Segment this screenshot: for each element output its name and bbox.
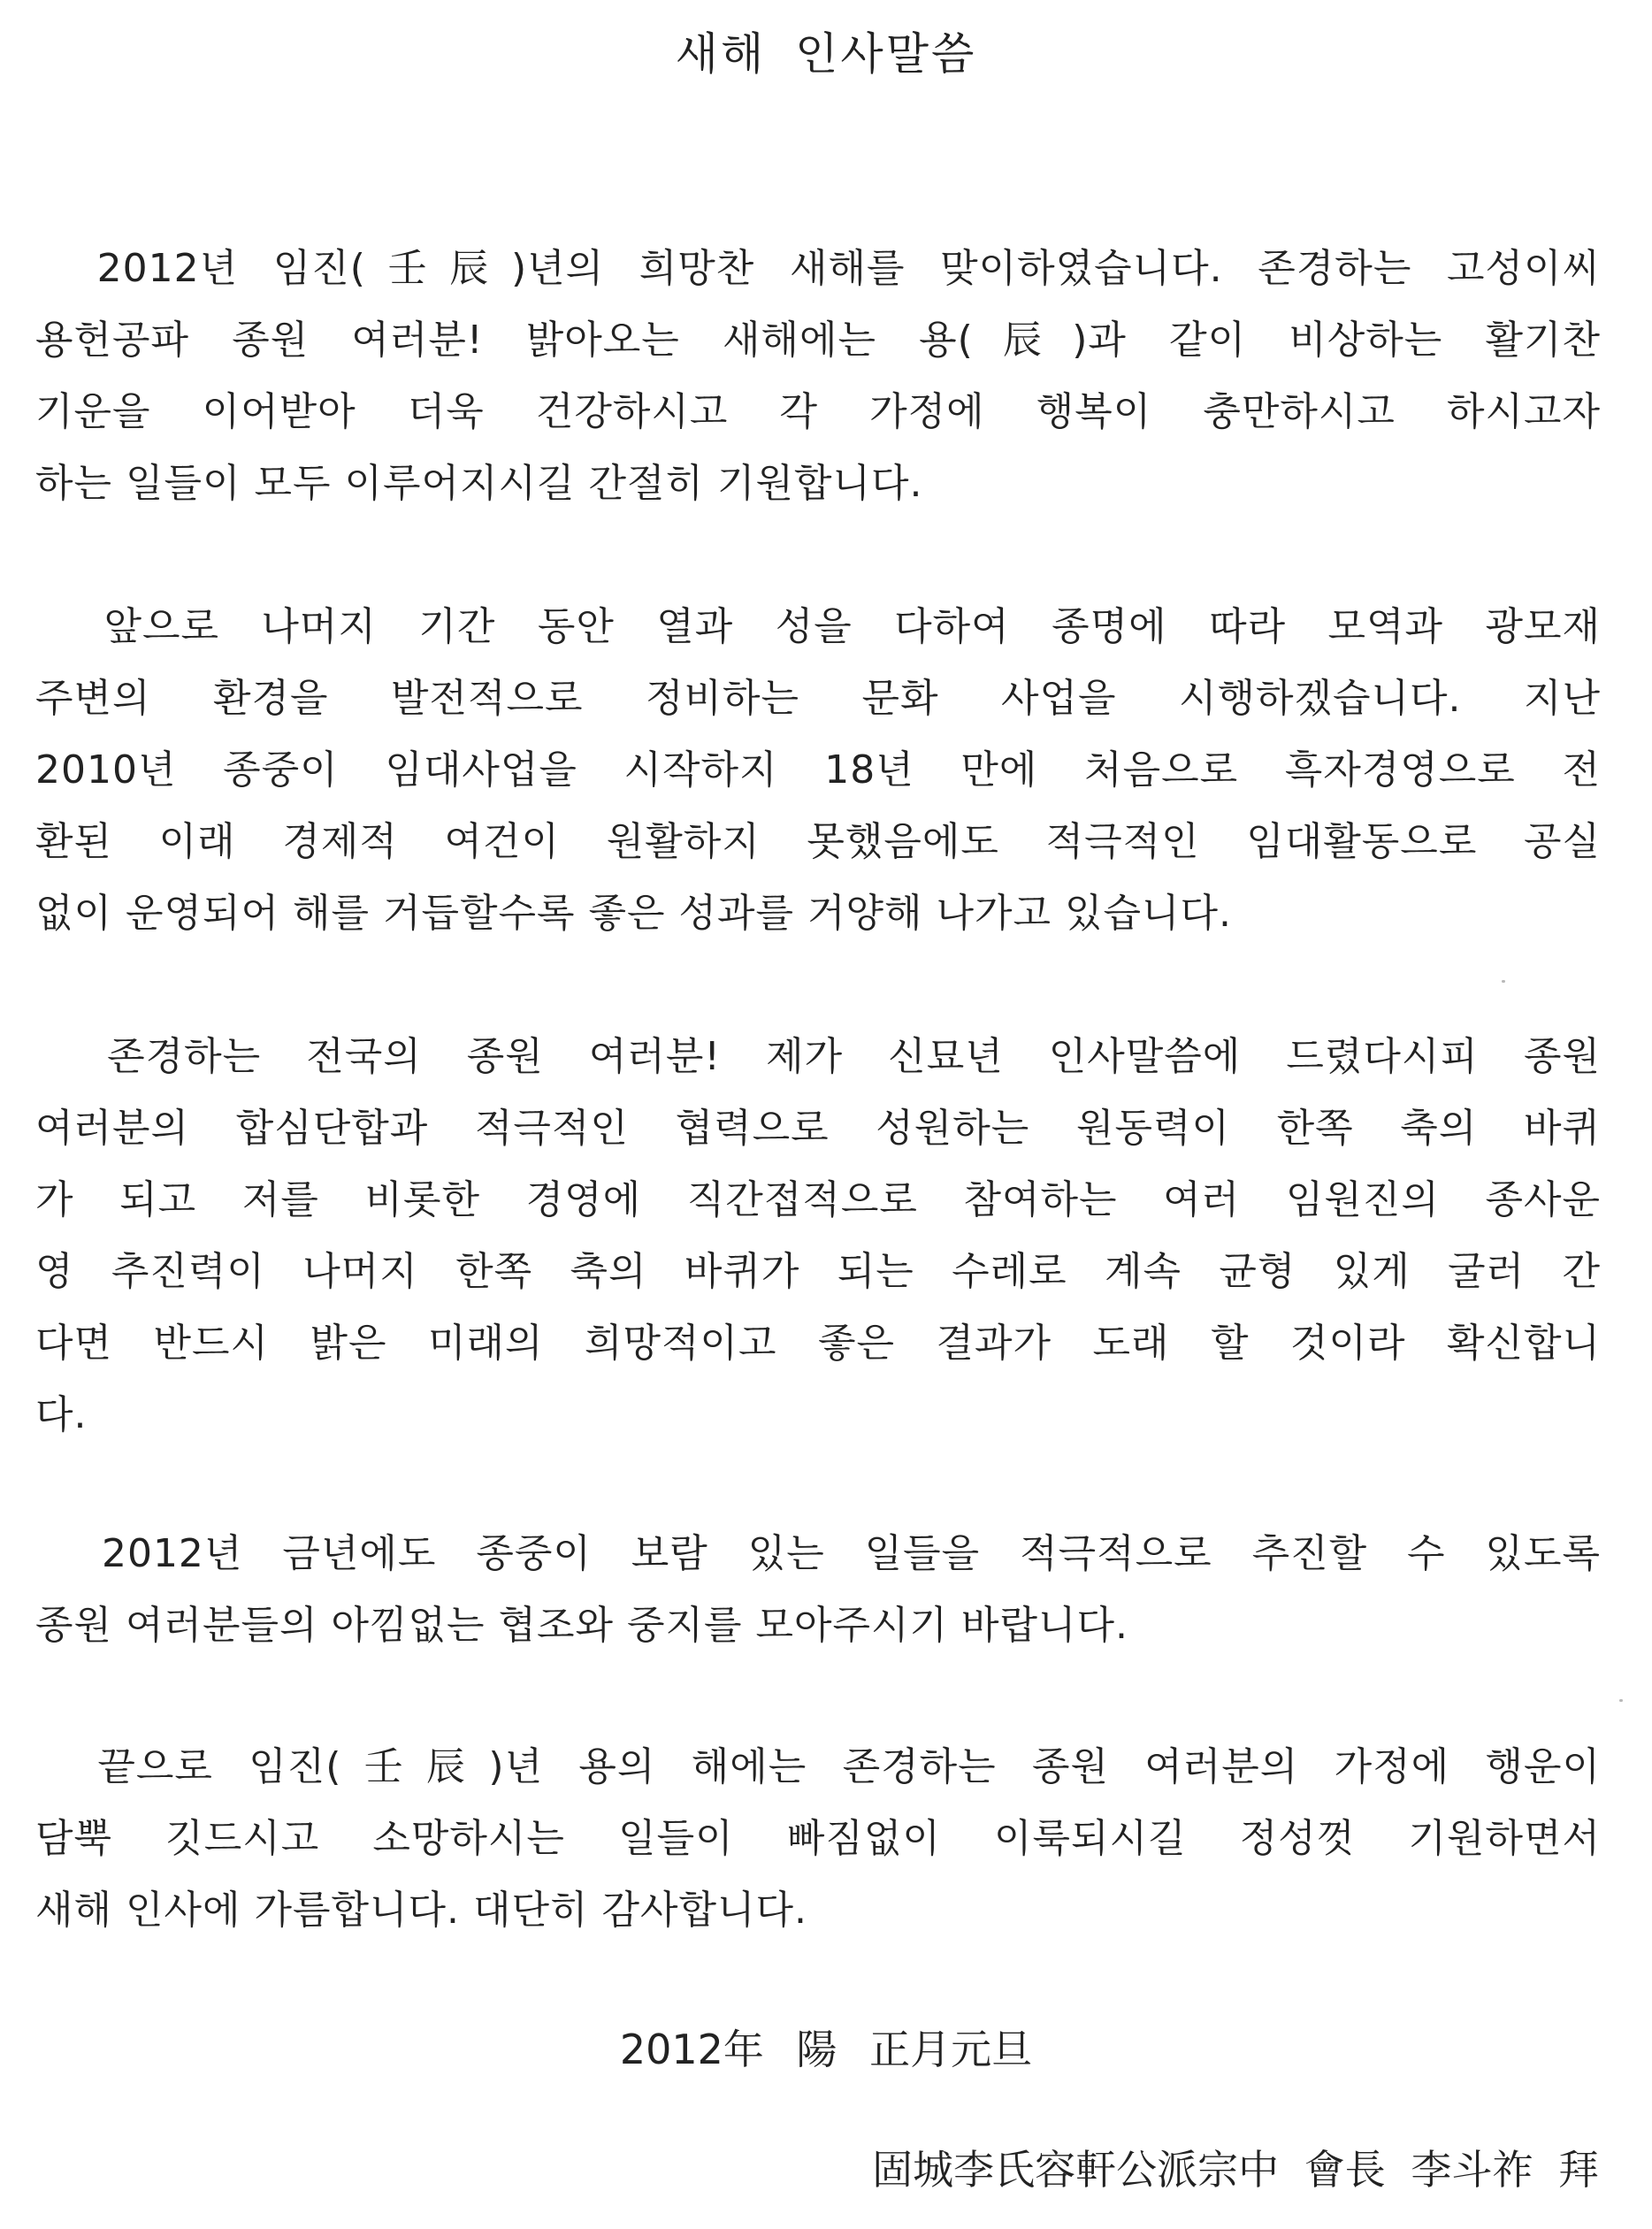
paragraph-2: [35, 591, 1601, 949]
letter-signature: 固城李氏容軒公派宗中 會長 李斗祚 拜: [872, 2146, 1599, 2194]
paragraph-line: 하는 일들이 모두 이루어지시길 간절히 기원합니다.: [35, 461, 923, 506]
paragraph-line: 용헌공파 종원 여러분! 밝아오는 새해에는 용(辰)과 같이 비상하는 활기찬: [35, 318, 1601, 363]
scan-speck: [1502, 980, 1505, 983]
paragraph-line: 존경하는 전국의 종원 여러분! 제가 신묘년 인사말씀에 드렸다시피 종원: [35, 1034, 1601, 1079]
paragraph-1: [35, 233, 1601, 519]
paragraph-line: 주변의 환경을 발전적으로 정비하는 문화 사업을 시행하겠습니다. 지난: [35, 676, 1601, 721]
paragraph-line: 다면 반드시 밝은 미래의 희망적이고 좋은 결과가 도래 할 것이라 확신합니: [35, 1321, 1601, 1366]
paragraph-line: 새해 인사에 가름합니다. 대단히 감사합니다.: [35, 1888, 807, 1933]
paragraph-line: 종원 여러분들의 아낌없는 협조와 중지를 모아주시기 바랍니다.: [35, 1603, 1129, 1648]
paragraph-line: 앞으로 나머지 기간 동안 열과 성을 다하여 종명에 따라 모역과 광모재: [35, 604, 1601, 649]
scan-speck: [1619, 1699, 1623, 1702]
paragraph-line: 기운을 이어받아 더욱 건강하시고 각 가정에 행복이 충만하시고 하시고자: [35, 389, 1601, 434]
paragraph-line: 다.: [35, 1392, 88, 1437]
paragraph-line: 환된 이래 경제적 여건이 원활하지 못했음에도 적극적인 임대활동으로 공실: [35, 819, 1601, 864]
paragraph-line: 여러분의 합심단합과 적극적인 협력으로 성원하는 원동력이 한쪽 축의 바퀴: [35, 1106, 1601, 1151]
paragraph-5: [35, 1731, 1601, 1946]
paragraph-3: [35, 1021, 1601, 1451]
letter-date: 2012年 陽 正月元旦: [619, 2026, 1033, 2073]
paragraph-line: 2012년 임진(壬辰)년의 희망찬 새해를 맞이하였습니다. 존경하는 고성이씨: [35, 246, 1601, 291]
paragraph-line: 담뿍 깃드시고 소망하시는 일들이 빠짐없이 이룩되시길 정성껏 기원하면서: [35, 1816, 1601, 1861]
paragraph-line: 끝으로 임진(壬辰)년 용의 해에는 존경하는 종원 여러분의 가정에 행운이: [35, 1744, 1601, 1789]
paragraph-line: 가 되고 저를 비롯한 경영에 직간접적으로 참여하는 여러 임원진의 종사운: [35, 1177, 1601, 1222]
document-title: 새해 인사말씀: [675, 28, 977, 80]
paragraph-line: 2010년 종중이 임대사업을 시작하지 18년 만에 처음으로 흑자경영으로 전: [35, 747, 1601, 793]
paragraph-4: [35, 1518, 1601, 1661]
paragraph-line: 없이 운영되어 해를 거듭할수록 좋은 성과를 거양해 나가고 있습니다.: [35, 891, 1232, 936]
paragraph-line: 2012년 금년에도 종중이 보람 있는 일들을 적극적으로 추진할 수 있도록: [35, 1531, 1601, 1576]
paragraph-line: 영 추진력이 나머지 한쪽 축의 바퀴가 되는 수레로 계속 균형 있게 굴러 간: [35, 1249, 1601, 1294]
